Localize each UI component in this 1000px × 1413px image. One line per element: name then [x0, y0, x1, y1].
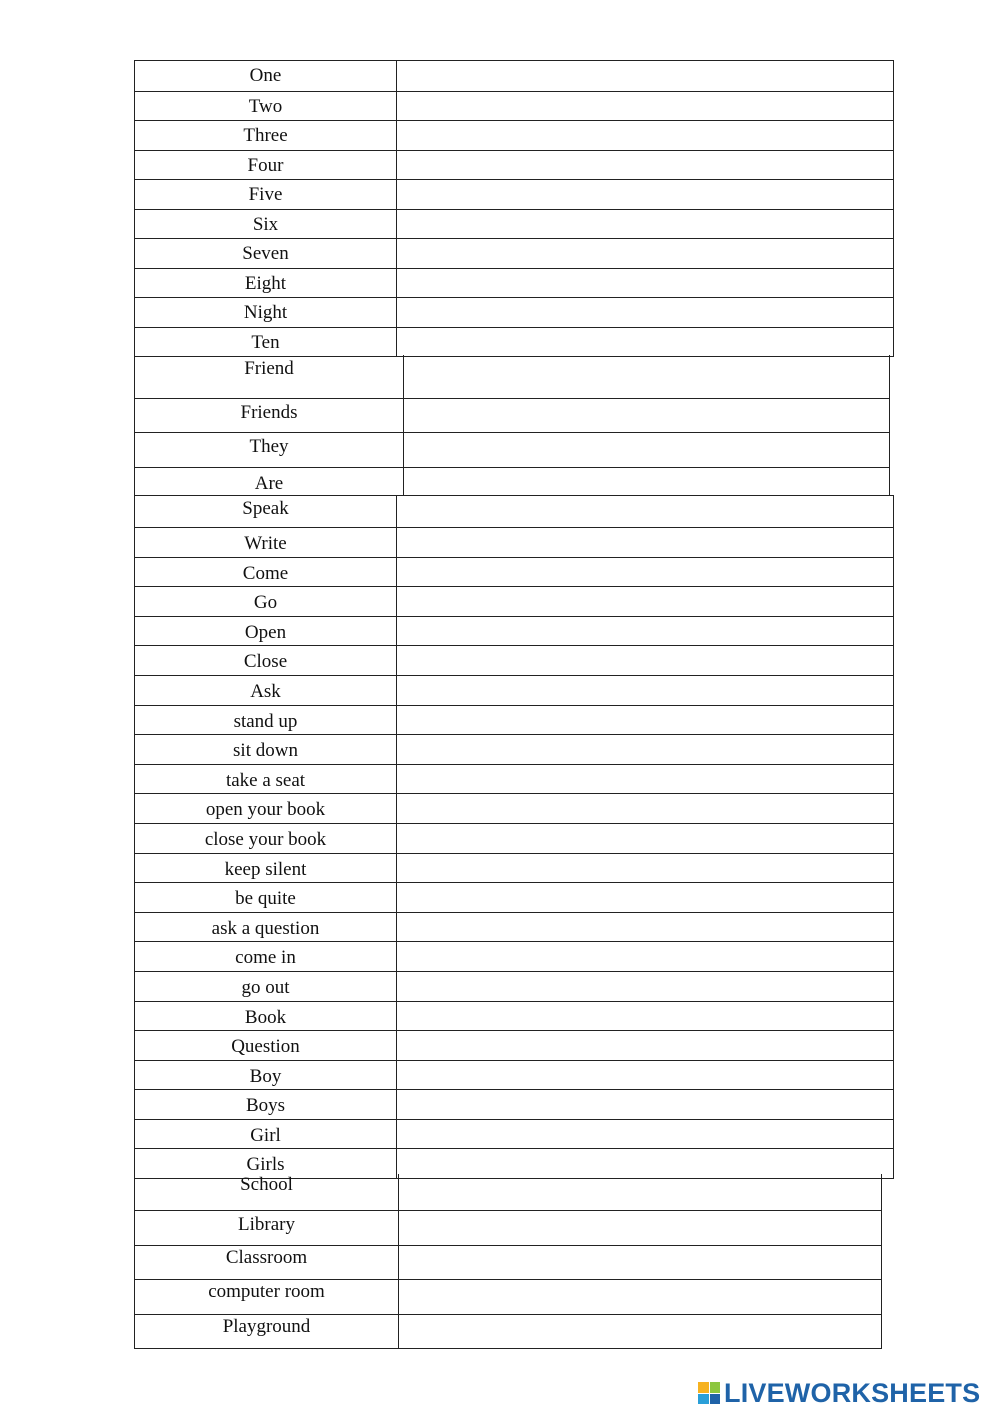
- liveworksheets-logo[interactable]: [698, 1378, 980, 1408]
- answer-cell: [397, 1002, 893, 1031]
- vocab-word: open your book: [135, 794, 397, 823]
- table-row: [135, 238, 893, 268]
- table-row: [135, 527, 893, 557]
- vocab-word: Book: [135, 1002, 397, 1031]
- answer-cell: [397, 210, 893, 239]
- table-row: [135, 734, 893, 764]
- vocab-word: They: [135, 433, 404, 467]
- table-row: [135, 705, 893, 735]
- table-row: [135, 823, 893, 853]
- answer-input[interactable]: [397, 942, 893, 971]
- answer-input[interactable]: [399, 1315, 881, 1349]
- answer-input[interactable]: [397, 706, 893, 735]
- table-row: [135, 1060, 893, 1090]
- table-row: [135, 645, 893, 675]
- answer-input[interactable]: [397, 735, 893, 764]
- answer-cell: [397, 676, 893, 705]
- answer-input[interactable]: [397, 1061, 893, 1090]
- answer-cell: [397, 942, 893, 971]
- answer-input[interactable]: [397, 972, 893, 1001]
- answer-input[interactable]: [404, 399, 889, 432]
- vocab-word: Write: [135, 528, 397, 557]
- table-row: [135, 327, 893, 357]
- answer-cell: [397, 1061, 893, 1090]
- answer-cell: [397, 883, 893, 912]
- answer-input[interactable]: [404, 433, 889, 467]
- table-row: [135, 432, 889, 467]
- answer-cell: [397, 180, 893, 209]
- brand-name: LIVEWORKSHEETS: [724, 1377, 981, 1408]
- answer-cell: [404, 399, 889, 432]
- answer-cell: [397, 61, 893, 91]
- answer-input[interactable]: [399, 1174, 881, 1210]
- vocab-word: ask a question: [135, 913, 397, 942]
- table-row: [135, 467, 889, 495]
- vocab-word: take a seat: [135, 765, 397, 794]
- logo-square: [698, 1394, 709, 1405]
- answer-cell: [397, 1120, 893, 1149]
- answer-input[interactable]: [397, 328, 893, 357]
- table-row: [135, 120, 893, 150]
- answer-input[interactable]: [397, 913, 893, 942]
- table-row: [135, 1089, 893, 1119]
- answer-cell: [397, 913, 893, 942]
- table-row: [135, 941, 893, 971]
- table-row: [135, 1174, 881, 1210]
- answer-cell: [404, 433, 889, 467]
- vocab-word: Playground: [135, 1315, 399, 1349]
- table-row: [135, 496, 893, 527]
- answer-input[interactable]: [397, 1090, 893, 1119]
- vocab-table-block-3: [134, 495, 894, 1179]
- answer-input[interactable]: [399, 1246, 881, 1280]
- table-row: [135, 1245, 881, 1280]
- vocab-word: Classroom: [135, 1246, 399, 1280]
- answer-input[interactable]: [397, 239, 893, 268]
- vocab-word: Open: [135, 617, 397, 646]
- vocab-word: Friends: [135, 399, 404, 432]
- answer-cell: [397, 617, 893, 646]
- table-row: [135, 209, 893, 239]
- vocab-word: Boys: [135, 1090, 397, 1119]
- vocab-word: Boy: [135, 1061, 397, 1090]
- answer-input[interactable]: [397, 824, 893, 853]
- answer-cell: [404, 355, 889, 398]
- vocab-word: Four: [135, 151, 397, 180]
- table-row: [135, 179, 893, 209]
- answer-cell: [397, 558, 893, 587]
- logo-square: [710, 1394, 721, 1405]
- answer-cell: [399, 1246, 881, 1280]
- answer-input[interactable]: [397, 121, 893, 150]
- answer-input[interactable]: [397, 496, 893, 527]
- answer-input[interactable]: [397, 617, 893, 646]
- vocab-word: One: [135, 61, 397, 91]
- vocab-word: stand up: [135, 706, 397, 735]
- vocab-word: Ask: [135, 676, 397, 705]
- vocab-word: Close: [135, 646, 397, 675]
- table-row: [135, 61, 893, 91]
- vocab-word: Night: [135, 298, 397, 327]
- answer-cell: [397, 328, 893, 357]
- table-row: [135, 1030, 893, 1060]
- answer-cell: [397, 587, 893, 616]
- answer-cell: [399, 1280, 881, 1314]
- vocab-word: Girls: [135, 1149, 397, 1178]
- answer-cell: [397, 765, 893, 794]
- vocab-table-block-2: [134, 355, 890, 496]
- vocab-word: keep silent: [135, 854, 397, 883]
- table-row: [135, 91, 893, 121]
- table-row: [135, 1119, 893, 1149]
- answer-input[interactable]: [397, 92, 893, 121]
- answer-input[interactable]: [397, 765, 893, 794]
- answer-input[interactable]: [397, 269, 893, 298]
- table-row: [135, 150, 893, 180]
- answer-cell: [397, 794, 893, 823]
- answer-cell: [397, 121, 893, 150]
- answer-cell: [397, 854, 893, 883]
- vocab-word: Two: [135, 92, 397, 121]
- liveworksheets-logo-icon: [698, 1382, 720, 1404]
- vocab-word: go out: [135, 972, 397, 1001]
- vocab-word: Eight: [135, 269, 397, 298]
- vocab-word: come in: [135, 942, 397, 971]
- table-row: [135, 557, 893, 587]
- vocab-word: close your book: [135, 824, 397, 853]
- answer-cell: [397, 92, 893, 121]
- answer-input[interactable]: [397, 298, 893, 327]
- answer-cell: [397, 706, 893, 735]
- answer-cell: [399, 1174, 881, 1210]
- table-row: [135, 1001, 893, 1031]
- table-row: [135, 912, 893, 942]
- answer-cell: [397, 298, 893, 327]
- vocab-word: Are: [135, 468, 404, 495]
- answer-cell: [397, 269, 893, 298]
- answer-input[interactable]: [397, 676, 893, 705]
- answer-input[interactable]: [397, 883, 893, 912]
- answer-input[interactable]: [397, 180, 893, 209]
- answer-input[interactable]: [397, 61, 893, 91]
- vocab-word: Question: [135, 1031, 397, 1060]
- table-row: [135, 971, 893, 1001]
- answer-input[interactable]: [404, 468, 889, 495]
- answer-cell: [397, 528, 893, 557]
- vocab-word: Library: [135, 1211, 399, 1245]
- answer-cell: [404, 468, 889, 495]
- answer-input[interactable]: [397, 587, 893, 616]
- answer-cell: [397, 239, 893, 268]
- table-row: [135, 268, 893, 298]
- table-row: [135, 1279, 881, 1314]
- answer-input[interactable]: [397, 1120, 893, 1149]
- vocab-word: Three: [135, 121, 397, 150]
- answer-cell: [397, 1090, 893, 1119]
- vocab-word: School: [135, 1174, 399, 1210]
- answer-input[interactable]: [397, 210, 893, 239]
- answer-input[interactable]: [397, 1031, 893, 1060]
- table-row: [135, 675, 893, 705]
- vocab-word: Seven: [135, 239, 397, 268]
- table-row: [135, 1210, 881, 1245]
- answer-input[interactable]: [399, 1211, 881, 1245]
- answer-cell: [397, 496, 893, 527]
- table-row: [135, 616, 893, 646]
- logo-square: [710, 1382, 721, 1393]
- answer-cell: [397, 972, 893, 1001]
- vocab-word: be quite: [135, 883, 397, 912]
- vocab-word: Friend: [135, 355, 404, 398]
- vocab-word: Speak: [135, 496, 397, 527]
- table-row: [135, 764, 893, 794]
- vocab-word: Come: [135, 558, 397, 587]
- vocab-word: computer room: [135, 1280, 399, 1314]
- answer-input[interactable]: [404, 355, 889, 398]
- table-row: [135, 793, 893, 823]
- answer-input[interactable]: [397, 646, 893, 675]
- table-row: [135, 1314, 881, 1349]
- answer-input[interactable]: [397, 151, 893, 180]
- table-row: [135, 882, 893, 912]
- table-row: [135, 297, 893, 327]
- answer-cell: [397, 151, 893, 180]
- answer-cell: [399, 1211, 881, 1245]
- vocab-table-block-4: [134, 1174, 882, 1349]
- vocab-word: Six: [135, 210, 397, 239]
- vocab-word: Ten: [135, 328, 397, 357]
- vocab-word: Five: [135, 180, 397, 209]
- answer-input[interactable]: [397, 528, 893, 557]
- answer-cell: [397, 824, 893, 853]
- answer-input[interactable]: [397, 558, 893, 587]
- vocab-word: Go: [135, 587, 397, 616]
- answer-input[interactable]: [397, 1002, 893, 1031]
- answer-input[interactable]: [397, 794, 893, 823]
- answer-input[interactable]: [397, 854, 893, 883]
- answer-cell: [397, 735, 893, 764]
- table-row: [135, 853, 893, 883]
- answer-cell: [399, 1315, 881, 1349]
- vocab-word: Girl: [135, 1120, 397, 1149]
- table-row: [135, 398, 889, 432]
- answer-cell: [397, 646, 893, 675]
- answer-input[interactable]: [399, 1280, 881, 1314]
- answer-cell: [397, 1031, 893, 1060]
- vocab-word: sit down: [135, 735, 397, 764]
- logo-square: [698, 1382, 709, 1393]
- vocab-table-block-1: [134, 60, 894, 357]
- table-row: [135, 586, 893, 616]
- table-row: [135, 355, 889, 398]
